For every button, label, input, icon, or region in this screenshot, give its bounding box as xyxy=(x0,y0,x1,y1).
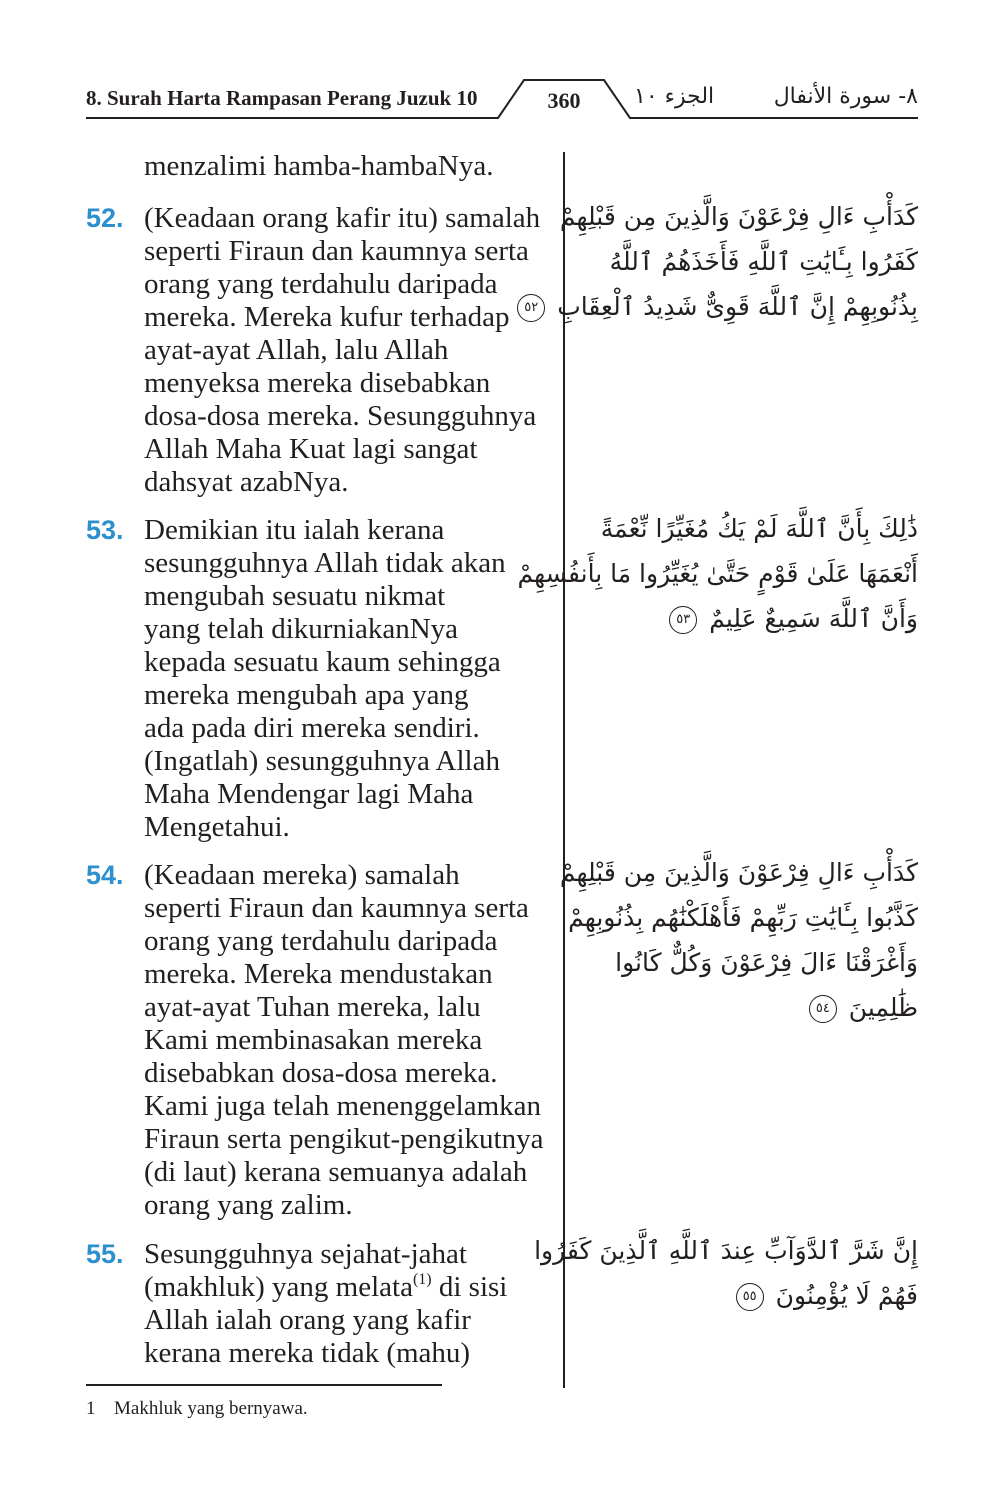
verse-line: (Keadaan mereka) samalah xyxy=(144,859,460,891)
footnote-text: Makhluk yang bernyawa. xyxy=(114,1398,308,1419)
verse-line: mereka. Mereka mendustakan xyxy=(144,958,493,990)
arabic-line-text: وَأَنَّ ٱللَّهَ سَمِيعٌ عَلِيمٌ xyxy=(709,604,918,633)
verse-line-tail: di sisi xyxy=(431,1271,508,1303)
verse-line: dahsyat azabNya. xyxy=(144,466,349,498)
footnote-marker: (1) xyxy=(412,1271,432,1288)
page-header xyxy=(86,72,918,126)
verse-line: Sesungguhnya sejahat-jahat xyxy=(144,1238,467,1270)
arabic-line-text: ظَٰلِمِينَ xyxy=(848,993,918,1022)
surah-arabic: ٨- سورة الأنفال xyxy=(773,84,918,109)
verse-line: Kami membinasakan mereka xyxy=(144,1024,483,1056)
arabic-verse-55 xyxy=(534,1228,918,1318)
verse-line: mereka mengubah apa yang xyxy=(144,679,469,711)
running-title: 8. Surah Harta Rampasan Perang Juzuk 10 xyxy=(86,86,478,110)
verse-line: dosa-dosa mereka. Sesungguhnya xyxy=(144,400,537,432)
arabic-line-text: فَهُمْ لَا يُؤْمِنُونَ xyxy=(775,1281,918,1310)
arabic-line: كَدَأْبِ ءَالِ فِرْعَوْنَ وَالَّذِينَ مِن قَبْلِهِمْ xyxy=(559,858,918,887)
verse-number: 54. xyxy=(86,860,124,890)
verse-number: 55. xyxy=(86,1239,124,1269)
juz-arabic: الجزء ١٠ xyxy=(634,84,715,109)
verse-line: Allah Maha Kuat lagi sangat xyxy=(144,433,478,465)
verse-line: yang telah dikurniakanNya xyxy=(144,613,459,645)
verse-line: (di laut) kerana semuanya adalah xyxy=(144,1156,528,1188)
arabic-line: كَدَأْبِ ءَالِ فِرْعَوْنَ وَالَّذِينَ مِن قَبْلِهِمْ xyxy=(559,202,918,231)
arabic-line-text: بِذُنُوبِهِمْ إِنَّ ٱللَّهَ قَوِىٌّ شَدِيدُ ٱلْعِقَابِ xyxy=(557,292,918,321)
verse-line-head: (makhluk) yang melata xyxy=(144,1271,413,1303)
verse-line: mengubah sesuatu nikmat xyxy=(144,580,446,612)
verse-line: Allah ialah orang yang kafir xyxy=(144,1304,471,1336)
arabic-line xyxy=(580,1273,918,1318)
verse-number: 52. xyxy=(86,203,124,233)
verse-line: (Ingatlah) sesungguhnya Allah xyxy=(144,745,500,777)
footnote xyxy=(86,1398,308,1420)
arabic-line: وَأَغْرَقْنَا ءَالَ فِرْعَوْنَ وَكُلٌّ كَانُوا xyxy=(615,948,918,977)
verse-text xyxy=(144,1238,564,1370)
ayah-number-marker: ٥٣ xyxy=(669,606,697,634)
verse-number: 53. xyxy=(86,515,124,545)
verse-line: disebabkan dosa-dosa mereka. xyxy=(144,1057,498,1089)
verse-line: ayat-ayat Allah, lalu Allah xyxy=(144,334,449,366)
verse-line xyxy=(144,1271,564,1304)
footnote-number: 1 xyxy=(86,1398,96,1419)
verse-line: orang yang terdahulu daripada xyxy=(144,925,498,957)
arabic-line xyxy=(580,596,918,641)
verse-line: orang yang terdahulu daripada xyxy=(144,268,498,300)
arabic-line xyxy=(580,985,918,1030)
arabic-line: كَذَّبُوا بِـَٔايَٰتِ رَبِّهِمْ فَأَهْلَكْنَٰهُم بِذُنُوبِهِمْ xyxy=(568,903,918,932)
verse-line: seperti Firaun dan kaumnya serta xyxy=(144,235,529,267)
verse-line: sesungguhnya Allah tidak akan xyxy=(144,547,506,579)
ayah-number-marker: ٥٥ xyxy=(736,1283,764,1311)
verse-line: kepada sesuatu kaum sehingga xyxy=(144,646,501,678)
verse-text xyxy=(144,859,564,1222)
arabic-verse-52 xyxy=(524,194,918,329)
verse-line: ayat-ayat Tuhan mereka, lalu xyxy=(144,991,481,1023)
page-number: 360 xyxy=(547,88,581,113)
verse-line: kerana mereka tidak (mahu) xyxy=(144,1337,471,1369)
arabic-line: ذَٰلِكَ بِأَنَّ ٱللَّهَ لَمْ يَكُ مُغَيِّرًا نِّعْمَةً xyxy=(600,514,918,543)
verse-line: seperti Firaun dan kaumnya serta xyxy=(144,892,529,924)
arabic-line: أَنْعَمَهَا عَلَىٰ قَوْمٍ حَتَّىٰ يُغَيِّرُوا مَا بِأَنفُسِهِمْ xyxy=(517,559,918,588)
verse-line: orang yang zalim. xyxy=(144,1189,353,1221)
verse-line: Mengetahui. xyxy=(144,811,290,843)
verse-line: ada pada diri mereka sendiri. xyxy=(144,712,480,744)
ayah-number-marker: ٥٢ xyxy=(517,294,545,322)
verse-line: Maha Mendengar lagi Maha xyxy=(144,778,474,810)
verse-text xyxy=(144,514,564,844)
arabic-line xyxy=(524,284,918,329)
arabic-verse-53 xyxy=(517,506,918,641)
verse-line: (Keadaan orang kafir itu) samalah xyxy=(144,202,541,234)
footnote-rule xyxy=(86,1384,442,1386)
arabic-verse-54 xyxy=(559,850,918,1030)
verse-text xyxy=(144,202,564,499)
continuation-line: menzalimi hamba-hambaNya. xyxy=(144,150,494,182)
arabic-line: كَفَرُوا بِـَٔايَٰتِ ٱللَّهِ فَأَخَذَهُمُ ٱللَّهُ xyxy=(609,247,918,276)
verse-line: Firaun serta pengikut-pengikutnya xyxy=(144,1123,544,1155)
arabic-line: إِنَّ شَرَّ ٱلدَّوَآبِّ عِندَ ٱللَّهِ ٱلَّذِينَ كَفَرُوا xyxy=(534,1236,918,1265)
verse-line: menyeksa mereka disebabkan xyxy=(144,367,491,399)
verse-line: Kami juga telah menenggelamkan xyxy=(144,1090,541,1122)
verse-line: Demikian itu ialah kerana xyxy=(144,514,445,546)
verse-line: mereka. Mereka kufur terhadap xyxy=(144,301,510,333)
ayah-number-marker: ٥٤ xyxy=(809,995,837,1023)
